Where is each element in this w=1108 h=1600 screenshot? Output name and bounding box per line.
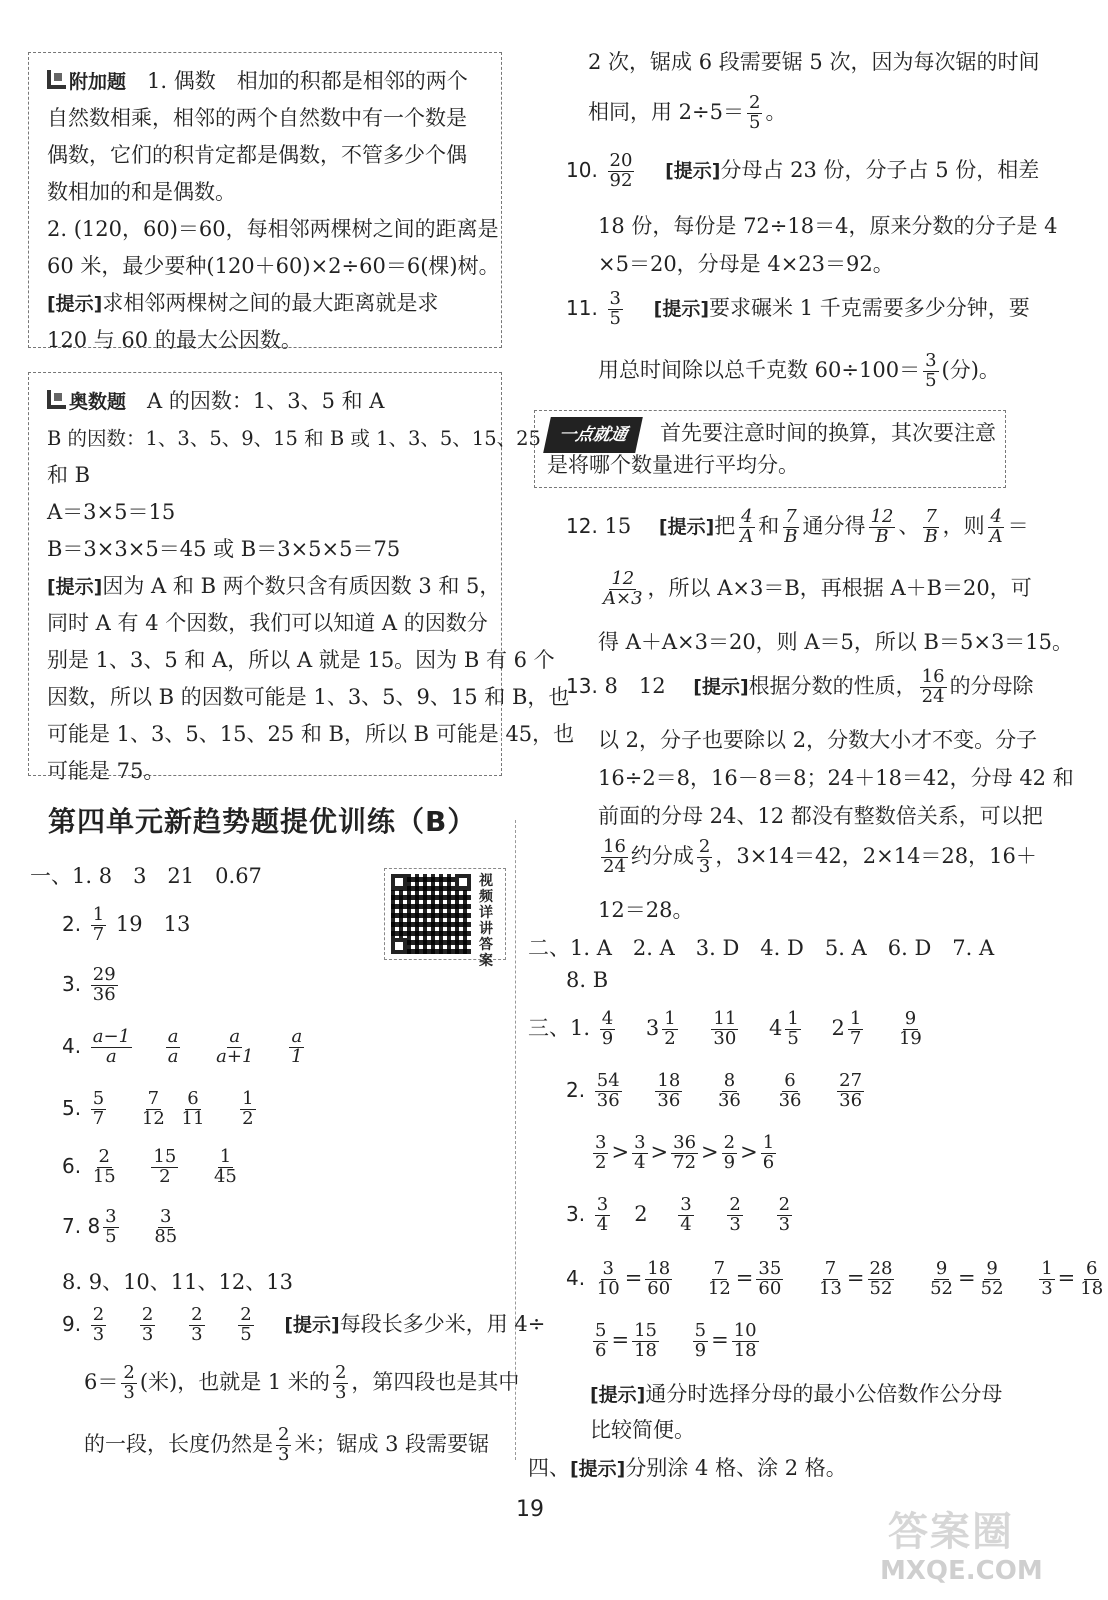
fraction: $\frac{2}{5}$: [749, 92, 761, 133]
answer-3: [62, 966, 121, 1005]
fraction: $\frac{8}{36}$: [717, 1070, 741, 1111]
bonus-line: 60 米，最少要种(120＋60)×2÷60＝6(棵)树。: [47, 254, 500, 278]
watermark-text: 答案圈: [888, 1509, 1014, 1555]
fraction: $\frac{1}{2}$: [242, 1088, 254, 1129]
fraction: $\frac{7}{13}$: [819, 1258, 842, 1299]
answer-text: 约分成: [630, 843, 694, 868]
fraction: $\frac{18}{60}$: [647, 1258, 671, 1299]
answer-text: 15: [604, 513, 632, 538]
fraction: $\frac{3}{2}$: [595, 1132, 607, 1173]
fraction: $\frac{4}{9}$: [601, 1008, 614, 1049]
answer-text: ，第四段也是其中: [351, 1369, 520, 1394]
r-line: [598, 352, 1000, 391]
answer-text: 用总时间除以总千克数 60÷100＝: [598, 357, 921, 382]
section-4: [528, 1452, 847, 1482]
olympiad-line: A 的因数：1、3、5 和 A: [147, 389, 385, 413]
answer-5: [62, 1090, 259, 1129]
tip-text: 首先要注意时间的换算，其次要注意: [660, 421, 996, 445]
item-number: 12.: [566, 513, 598, 538]
fraction: $\frac{2}{5}$: [240, 1304, 252, 1345]
fraction: $\frac{3}{10}$: [596, 1258, 620, 1299]
qr-finder-icon: [455, 874, 471, 890]
section-title: 第四单元新趋势题提优训练（B）: [48, 805, 477, 838]
olympiad-question-box: [28, 372, 575, 783]
r-line: 16÷2＝8，16－8＝8；24＋18＝42，分母 42 和: [598, 766, 1074, 790]
answer-11: [566, 290, 1030, 329]
answer-text: (米)，也就是 1 米的: [139, 1369, 330, 1394]
fraction: $\frac{12}{A\times 3}$: [603, 568, 643, 609]
fraction: $\frac{3}{4}$: [634, 1132, 646, 1173]
item-number: 9.: [62, 1311, 82, 1336]
bonus-line: 偶数，它们的积肯定都是偶数，不管多少个偶: [47, 143, 467, 167]
olympiad-line: A＝3×5＝15: [47, 500, 176, 524]
tip-badge: 一点就通: [543, 417, 643, 453]
olympiad-tag-icon: [47, 390, 66, 409]
section-2-answers: 二、1. A 2. A 3. D 4. D 5. A 6. D 7. A: [528, 936, 995, 960]
hint-label: [提示]: [570, 1458, 626, 1480]
hint-label: [提示]: [590, 1384, 646, 1406]
answer-2: [62, 906, 190, 945]
answer-12: [566, 508, 1029, 547]
answer-text: 分母占 23 份，分子占 5 份，相差: [720, 157, 1040, 182]
olympiad-line: 别是 1、3、5 和 A，所以 A 就是 15。因为 B 有 6 个: [47, 648, 555, 672]
hint-label: [提示]: [693, 675, 749, 698]
answer-text: 6＝: [84, 1369, 119, 1394]
qr-finder-icon: [391, 938, 407, 954]
olympiad-line: 因数，所以 B 的因数可能是 1、3、5、9、15 和 B，也: [47, 685, 570, 709]
fraction: $\frac{18}{36}$: [657, 1070, 681, 1111]
fraction: $\frac{1}{6}$: [762, 1132, 775, 1173]
watermark-url: MXQE.COM: [880, 1556, 1043, 1586]
fraction: $\frac{2}{3}$: [92, 1304, 105, 1345]
qr-finder-icon: [391, 874, 407, 890]
answer-text: 每段长多少米，用 4÷: [339, 1311, 546, 1336]
bonus-line: 1. 偶数 相加的积都是相邻的两个: [147, 69, 468, 93]
fraction: $\frac{15}{2}$: [153, 1146, 177, 1187]
column-divider: [515, 820, 516, 1460]
fraction: $\frac{9}{52}$: [930, 1258, 954, 1299]
answer-text: 根据分数的性质，: [748, 673, 917, 698]
answer-6: [62, 1148, 242, 1187]
fraction: $\frac{3}{4}$: [680, 1194, 692, 1235]
fraction: $\frac{7}{12}$: [707, 1258, 731, 1299]
fraction: $\frac{5}{6}$: [595, 1320, 607, 1361]
item-number: 6.: [62, 1153, 82, 1178]
fraction: $\frac{7}{12}$: [141, 1088, 165, 1129]
section-3-item-1: 三、1. $\frac{4}{9}$ 3 $\frac{1}{2}$ $\frac{11}{30}$ 4 $\frac{1}{5}$ 2 $\frac{1}{7}$ $\frac{9}{19}$: [528, 1008, 922, 1049]
r-line: 得 A＋A×3＝20，则 A＝5，所以 B＝5×3＝15。: [598, 630, 1074, 654]
answer-7: [62, 1208, 182, 1247]
fraction: $\frac{4}{A}$: [989, 506, 1003, 547]
bonus-line: 2. (120，60)＝60，每相邻两棵树之间的距离是: [47, 217, 499, 241]
fraction: $\frac{12}{B}$: [870, 506, 894, 547]
item-number: 四、: [528, 1456, 570, 1480]
item-number: 2.: [62, 911, 82, 936]
answer-text: 和: [758, 513, 780, 538]
fraction: $\frac{6}{11}$: [181, 1088, 205, 1129]
bonus-line: 120 与 60 的最大公因数。: [47, 328, 302, 352]
answer-text: 、: [898, 513, 920, 538]
fraction: $\frac{2}{3}$: [123, 1362, 135, 1403]
fraction: $\frac{7}{B}$: [924, 506, 938, 547]
item-number: 3.: [62, 971, 82, 996]
r-line: [588, 94, 786, 133]
answer-text: 通分时选择分母的最小公倍数作公分母: [645, 1382, 1003, 1406]
fraction: $\frac{1}{3}$: [1041, 1258, 1053, 1299]
fraction: $\frac{36}{72}$: [673, 1132, 697, 1173]
fraction: $\frac{54}{36}$: [596, 1070, 620, 1111]
fraction: $\frac{a}{a}$: [167, 1026, 179, 1067]
fraction: $\frac{7}{B}$: [784, 506, 798, 547]
fraction: $\frac{2}{15}$: [92, 1146, 116, 1187]
answer-9-line3: [84, 1426, 489, 1465]
fraction: $\frac{5}{9}$: [694, 1320, 707, 1361]
fraction: $\frac{9}{19}$: [898, 1008, 922, 1049]
fraction: $\frac{a}{a+1}$: [216, 1026, 254, 1067]
fraction: $\frac{2}{3}$: [141, 1304, 154, 1345]
section-3-item-2: [566, 1072, 867, 1111]
hint-label: [提示]: [658, 515, 715, 538]
fraction: $\frac{2}{3}$: [778, 1194, 791, 1235]
item-number: 5.: [62, 1095, 82, 1120]
qr-caption: 视频详讲答案: [479, 873, 493, 969]
answer-13: [566, 668, 1034, 707]
fraction: $\frac{5}{7}$: [92, 1088, 105, 1129]
fraction: $\frac{2}{3}$: [334, 1362, 347, 1403]
fraction: $\frac{1}{5}$: [787, 1008, 799, 1049]
item-number: 4.: [62, 1033, 82, 1058]
item-number: 10.: [566, 157, 598, 182]
r-line: 以 2，分子也要除以 2，分数大小才不变。分子: [598, 728, 1038, 752]
r-line: 2 次，锯成 6 段需要锯 5 次，因为每次锯的时间: [588, 50, 1040, 74]
tip-text: 是将哪个数量进行平均分。: [547, 453, 799, 477]
answer-text: 通分得: [802, 513, 866, 538]
answer-text: 米；锯成 3 段需要锯: [294, 1431, 490, 1456]
answer-4: [62, 1028, 308, 1067]
fraction: $\frac{3}{5}$: [609, 288, 621, 329]
olympiad-line: 可能是 1、3、5、15、25 和 B，所以 B 可能是 45，也: [47, 722, 575, 746]
fraction: $\frac{3}{4}$: [596, 1194, 609, 1235]
r-line: [598, 838, 1037, 877]
answer-9: [62, 1306, 545, 1345]
answer-9-line2: [84, 1364, 519, 1403]
r-line: ×5＝20，分母是 4×23＝92。: [598, 252, 894, 276]
fraction: $\frac{1}{7}$: [92, 904, 105, 945]
r-line: 18 份，每份是 72÷18＝4，原来分数的分子是 4: [598, 214, 1058, 238]
bonus-line: 数相加的和是偶数。: [47, 180, 236, 204]
section-3-comparison: $\frac{3}{2}$ > $\frac{3}{4}$ > $\frac{36}{72}$ > $\frac{2}{9}$ > $\frac{1}{6}$: [595, 1132, 775, 1173]
answer-1: 一、1. 8 3 21 0.67: [30, 864, 262, 888]
section-3-item-4: 4. $\frac{3}{10}$ = $\frac{18}{60}$ $\frac{7}{12}$ = $\frac{35}{60}$ $\frac{7}{13}$ = $\frac{28}{52}$ $\frac{9}{52}$ = $\frac{9}{52}$ $\frac{1}{3}$ = $\frac{6}{18}$: [566, 1258, 1104, 1299]
fraction: $\frac{16}{24}$: [603, 836, 626, 877]
hint-label: [提示]: [665, 159, 721, 182]
answer-10: [566, 152, 1039, 191]
olympiad-line: 同时 A 有 4 个因数，我们可以知道 A 的因数分: [47, 611, 488, 635]
fraction: $\frac{16}{24}$: [921, 666, 945, 707]
bonus-line: 求相邻两棵树之间的最大距离就是求: [102, 291, 439, 315]
fraction: $\frac{3}{5}$: [105, 1206, 117, 1247]
answer-text: 把: [714, 513, 736, 538]
section-3-hint: [590, 1378, 1002, 1408]
hint-label: [提示]: [284, 1313, 340, 1336]
olympiad-line: 和 B: [47, 463, 91, 487]
fraction: $\frac{2}{3}$: [698, 836, 711, 877]
hint-label: [提示]: [47, 576, 103, 598]
item-number: 4.: [566, 1265, 586, 1290]
fraction: $\frac{1}{7}$: [849, 1008, 862, 1049]
bonus-tag: 附加题: [69, 71, 127, 93]
section-3-item-4-line2: $\frac{5}{6}$ = $\frac{15}{18}$ $\frac{5}{9}$ = $\frac{10}{18}$: [595, 1320, 757, 1361]
r-line: 比较简便。: [590, 1418, 695, 1442]
answer-text: 分别涂 4 格、涂 2 格。: [625, 1456, 847, 1480]
fraction: $\frac{2}{3}$: [729, 1194, 741, 1235]
fraction: $\frac{28}{52}$: [869, 1258, 893, 1299]
bonus-tag-icon: [47, 70, 66, 89]
answer-text: 的一段，长度仍然是: [84, 1431, 273, 1456]
r-line: 12＝28。: [598, 898, 694, 922]
fraction: $\frac{2}{3}$: [191, 1304, 203, 1345]
answer-text: ＝: [1007, 513, 1029, 538]
olympiad-line: B＝3×3×5＝45 或 B＝3×5×5＝75: [47, 537, 401, 561]
fraction: $\frac{6}{18}$: [1080, 1258, 1104, 1299]
fraction: $\frac{3}{5}$: [925, 350, 937, 391]
olympiad-line: 因为 A 和 B 两个数只含有质因数 3 和 5，: [102, 574, 501, 598]
fraction: $\frac{10}{18}$: [733, 1320, 757, 1361]
fraction: $\frac{3}{85}$: [154, 1206, 178, 1247]
answer-text: 相同，用 2÷5＝: [588, 99, 744, 124]
answer-text: (分)。: [941, 357, 1000, 382]
answer-text: 。: [765, 99, 787, 124]
answer-text: 的分母除: [949, 673, 1034, 698]
item-number: 13.: [566, 673, 598, 698]
fraction: $\frac{4}{A}$: [740, 506, 754, 547]
tip-box: [534, 410, 1006, 488]
fraction: $\frac{27}{36}$: [839, 1070, 863, 1111]
olympiad-line: 可能是 75。: [47, 759, 165, 783]
answer-text: 19 13: [115, 911, 191, 936]
fraction: $\frac{1}{2}$: [664, 1008, 676, 1049]
olympiad-tag: 奥数题: [69, 391, 127, 413]
answer-text: ，则: [942, 513, 985, 538]
bonus-question-box: [28, 52, 502, 352]
bonus-line: 自然数相乘，相邻的两个自然数中有一个数是: [47, 106, 467, 130]
fraction: $\frac{6}{36}$: [778, 1070, 802, 1111]
item-number: 7. 8: [62, 1213, 101, 1238]
olympiad-line: B 的因数：1、3、5、9、15 和 B 或 1、3、5、15、25: [47, 427, 541, 450]
item-number: 11.: [566, 295, 598, 320]
qr-code-panel[interactable]: [384, 868, 506, 969]
answer-text: 要求碾米 1 千克需要多少分钟，要: [709, 295, 1030, 320]
fraction: $\frac{9}{52}$: [980, 1258, 1004, 1299]
fraction: $\frac{20}{92}$: [609, 150, 633, 191]
answer-text: ，3×14＝42，2×14＝28，16＋: [715, 843, 1037, 868]
hint-label: [提示]: [47, 293, 103, 315]
answer-text: ，所以 A×3＝B，再根据 A＋B＝20，可: [647, 575, 1032, 600]
item-number: 3.: [566, 1201, 586, 1226]
item-number: 2.: [566, 1077, 586, 1102]
section-3-item-3: 3. $\frac{3}{4}$ 2 $\frac{3}{4}$ $\frac{2}{3}$ $\frac{2}{3}$: [566, 1194, 791, 1235]
fraction: $\frac{a}{1}$: [291, 1026, 303, 1067]
fraction: $\frac{29}{36}$: [92, 964, 116, 1005]
fraction: $\frac{a-1}{a}$: [92, 1026, 131, 1067]
r-line: [598, 570, 1032, 609]
item-number: 三、1.: [528, 1015, 591, 1040]
r-line: 前面的分母 24、12 都没有整数倍关系，可以把: [598, 804, 1043, 828]
hint-label: [提示]: [653, 297, 710, 320]
fraction: $\frac{2}{9}$: [723, 1132, 736, 1173]
fraction: $\frac{1}{45}$: [213, 1146, 237, 1187]
answer-text: 8 12: [604, 673, 666, 698]
watermark-logo: [880, 1500, 1043, 1590]
fraction: $\frac{15}{18}$: [634, 1320, 657, 1361]
fraction: $\frac{35}{60}$: [758, 1258, 782, 1299]
fraction: $\frac{11}{30}$: [713, 1008, 737, 1049]
page-number: 19: [516, 1497, 544, 1522]
section-2-answers: 8. B: [566, 968, 609, 992]
fraction: $\frac{2}{3}$: [278, 1424, 290, 1465]
answer-8: 8. 9、10、11、12、13: [62, 1270, 293, 1294]
